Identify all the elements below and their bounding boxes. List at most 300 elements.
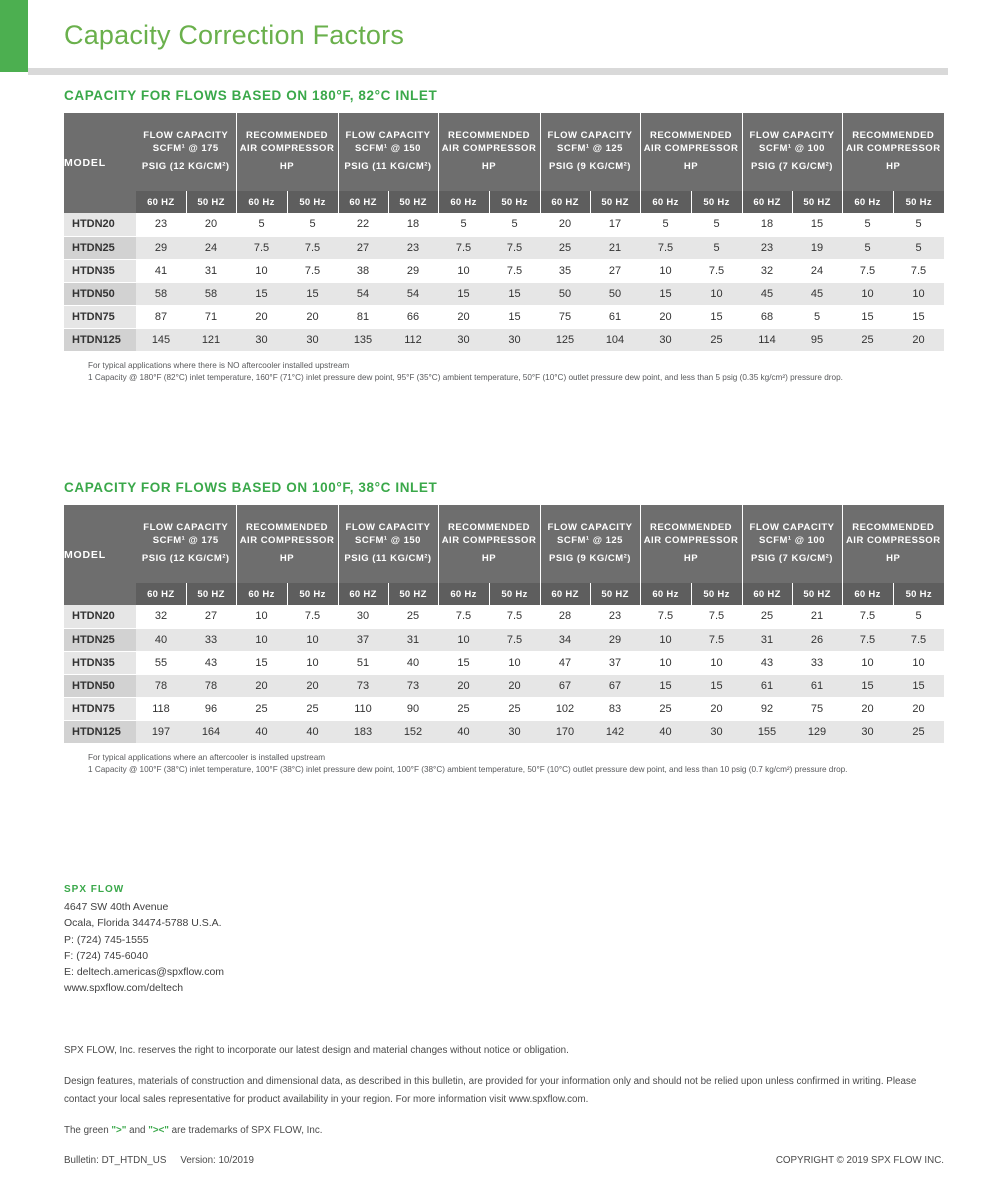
cell: 33 [186,628,236,651]
cell: 20 [540,213,590,236]
cell: 110 [338,697,388,720]
cell: 25 [842,328,893,351]
cell: 17 [590,213,640,236]
cell: 25 [640,697,691,720]
cell: 31 [742,628,792,651]
cell: 20 [287,305,338,328]
cell: 5 [489,213,540,236]
table-subheader: 60 HZ [742,583,792,605]
cell: 10 [842,282,893,305]
cell: 30 [438,328,489,351]
cell: 67 [590,674,640,697]
cell: 10 [640,259,691,282]
cell: 7.5 [691,259,742,282]
cell: 30 [236,328,287,351]
table-header-group: FLOW CAPACITY SCFM¹ @ 175 PSIG (12 KG/CM²) [136,113,236,191]
cell: 10 [236,259,287,282]
row-model: HTDN20 [64,213,136,236]
cell: 29 [136,236,186,259]
cell: 114 [742,328,792,351]
footnotes [88,360,944,385]
cell: 5 [792,305,842,328]
cell: 20 [186,213,236,236]
cell: 30 [338,605,388,628]
cell: 33 [792,651,842,674]
cell: 10 [842,651,893,674]
cell: 40 [136,628,186,651]
cell: 20 [640,305,691,328]
section-180f [64,88,944,384]
cell: 43 [742,651,792,674]
table-subheader: 60 HZ [540,583,590,605]
cell: 7.5 [640,605,691,628]
cell: 73 [338,674,388,697]
cell: 23 [590,605,640,628]
cell: 20 [691,697,742,720]
table-row [64,674,944,697]
cell: 34 [540,628,590,651]
table-subheader: 50 HZ [792,191,842,213]
cell: 7.5 [893,259,944,282]
cell: 15 [236,651,287,674]
trademark-mark-1: ">" [111,1124,127,1136]
table-header-group: FLOW CAPACITY SCFM¹ @ 125 PSIG (9 KG/CM²) [540,505,640,583]
cell: 15 [691,674,742,697]
cell: 152 [388,720,438,743]
cell: 7.5 [438,236,489,259]
cell: 75 [540,305,590,328]
table-header-group: FLOW CAPACITY SCFM¹ @ 175 PSIG (12 KG/CM²) [136,505,236,583]
cell: 5 [842,236,893,259]
cell: 26 [792,628,842,651]
trademark-post: are trademarks of SPX FLOW, Inc. [168,1124,323,1136]
cell: 5 [842,213,893,236]
cell: 5 [893,213,944,236]
company-name: SPX FLOW [64,884,125,895]
trademark-mid: and [126,1124,149,1136]
table-header-group: RECOMMENDED AIR COMPRESSOR HP [236,505,338,583]
address-line: 4647 SW 40th Avenue [64,901,169,913]
cell: 10 [640,651,691,674]
email-line[interactable]: E: deltech.americas@spxflow.com [64,966,225,979]
capacity-table-180f [64,113,944,352]
cell: 10 [287,651,338,674]
table-subheader: 50 HZ [186,191,236,213]
cell: 7.5 [287,605,338,628]
table-header-group: FLOW CAPACITY SCFM¹ @ 150 PSIG (11 KG/CM²) [338,505,438,583]
cell: 7.5 [691,605,742,628]
cell: 30 [489,720,540,743]
cell: 40 [640,720,691,743]
cell: 81 [338,305,388,328]
table-subheader: 50 HZ [388,191,438,213]
table-row [64,697,944,720]
table-header-group: RECOMMENDED AIR COMPRESSOR HP [236,113,338,191]
cell: 10 [691,651,742,674]
cell: 58 [186,282,236,305]
cell: 43 [186,651,236,674]
section-100f [64,480,944,776]
table-subheader: 50 Hz [691,583,742,605]
cell: 61 [792,674,842,697]
table-subheader: 60 HZ [136,583,186,605]
cell: 38 [338,259,388,282]
table-row [64,605,944,628]
cell: 10 [438,259,489,282]
cell: 15 [792,213,842,236]
cell: 5 [236,213,287,236]
table-row [64,628,944,651]
table-subheader: 60 Hz [438,191,489,213]
cell: 73 [388,674,438,697]
cell: 24 [186,236,236,259]
cell: 25 [388,605,438,628]
cell: 21 [792,605,842,628]
table-subheader: 50 HZ [792,583,842,605]
cell: 135 [338,328,388,351]
table-header-model: MODEL [64,505,136,605]
cell: 40 [236,720,287,743]
cell: 95 [792,328,842,351]
table-body [64,605,944,743]
table-row [64,213,944,236]
cell: 90 [388,697,438,720]
cell: 15 [691,305,742,328]
cell: 10 [893,651,944,674]
cell: 15 [287,282,338,305]
cell: 22 [338,213,388,236]
table-subheader: 60 Hz [640,583,691,605]
website-line[interactable]: www.spxflow.com/deltech [64,982,184,995]
cell: 15 [236,282,287,305]
row-model: HTDN75 [64,305,136,328]
cell: 20 [287,674,338,697]
table-header-group: FLOW CAPACITY SCFM¹ @ 150 PSIG (11 KG/CM²) [338,113,438,191]
cell: 23 [136,213,186,236]
table-header-group: RECOMMENDED AIR COMPRESSOR HP [842,505,944,583]
cell: 27 [590,259,640,282]
cell: 170 [540,720,590,743]
cell: 68 [742,305,792,328]
table-header-group: FLOW CAPACITY SCFM¹ @ 100 PSIG (7 KG/CM²) [742,113,842,191]
table-row [64,651,944,674]
cell: 129 [792,720,842,743]
cell: 155 [742,720,792,743]
cell: 145 [136,328,186,351]
cell: 7.5 [842,628,893,651]
company-block [64,884,464,997]
table-subheader: 50 HZ [186,583,236,605]
cell: 5 [691,236,742,259]
cell: 5 [438,213,489,236]
cell: 7.5 [691,628,742,651]
cell: 78 [136,674,186,697]
cell: 7.5 [287,259,338,282]
cell: 10 [640,628,691,651]
cell: 25 [893,720,944,743]
row-model: HTDN35 [64,651,136,674]
cell: 96 [186,697,236,720]
table-subheader: 50 Hz [893,191,944,213]
cell: 104 [590,328,640,351]
cell: 40 [388,651,438,674]
table-row [64,259,944,282]
legal-trademark [64,1122,944,1141]
cell: 20 [438,674,489,697]
cell: 7.5 [236,236,287,259]
cell: 58 [136,282,186,305]
table-header-model: MODEL [64,113,136,213]
cell: 28 [540,605,590,628]
footnote-line: For typical applications where there is NO aftercooler installed upstream [88,360,350,370]
legal-block [64,1042,944,1171]
cell: 27 [338,236,388,259]
cell: 32 [742,259,792,282]
company-address [64,899,464,997]
cell: 10 [236,605,287,628]
cell: 50 [590,282,640,305]
cell: 15 [489,305,540,328]
cell: 71 [186,305,236,328]
footnote-line: 1 Capacity @ 100°F (38°C) inlet temperature, 100°F (38°C) inlet pressure dew point, 100°F (38°C) ambient temperature, 50°F (10°C) outlet pressure dew point, and less than 10 psig (0.7 kg/cm²) pressure drop. [88,764,848,774]
table-header-group: FLOW CAPACITY SCFM¹ @ 125 PSIG (9 KG/CM²) [540,113,640,191]
table-subheader: 50 Hz [287,583,338,605]
trademark-mark-2: "><" [148,1124,169,1136]
cell: 40 [438,720,489,743]
cell: 20 [489,674,540,697]
legal-reserve-rights: SPX FLOW, Inc. reserves the right to incorporate our latest design and material changes without notice or obligation. [64,1045,569,1056]
table-subheader: 60 Hz [640,191,691,213]
cell: 25 [236,697,287,720]
table-subheader: 60 Hz [236,583,287,605]
cell: 75 [792,697,842,720]
bulletin-info [64,1152,254,1171]
cell: 7.5 [287,236,338,259]
table-subheader: 60 HZ [136,191,186,213]
cell: 15 [640,674,691,697]
cell: 32 [136,605,186,628]
cell: 66 [388,305,438,328]
table-row [64,282,944,305]
table-header-group: RECOMMENDED AIR COMPRESSOR HP [438,505,540,583]
cell: 10 [438,628,489,651]
row-model: HTDN20 [64,605,136,628]
cell: 47 [540,651,590,674]
bulletin-number: Bulletin: DT_HTDN_US [64,1155,167,1167]
cell: 25 [540,236,590,259]
cell: 142 [590,720,640,743]
cell: 7.5 [893,628,944,651]
cell: 10 [691,282,742,305]
cell: 183 [338,720,388,743]
cell: 20 [236,674,287,697]
cell: 15 [842,305,893,328]
table-row [64,720,944,743]
table-subheader: 60 Hz [236,191,287,213]
cell: 54 [388,282,438,305]
bulletin-row [64,1152,944,1171]
row-model: HTDN25 [64,628,136,651]
table-header-group: FLOW CAPACITY SCFM¹ @ 100 PSIG (7 KG/CM²) [742,505,842,583]
cell: 31 [186,259,236,282]
table-subheader: 60 Hz [438,583,489,605]
table-row [64,305,944,328]
table-subheader: 60 HZ [338,583,388,605]
cell: 25 [438,697,489,720]
title-divider [28,68,948,75]
footnote-line: For typical applications where an aftercooler is installed upstream [88,752,326,762]
bulletin-version: Version: 10/2019 [180,1155,254,1167]
cell: 10 [489,651,540,674]
table-subheader: 50 Hz [893,583,944,605]
cell: 31 [388,628,438,651]
table-subheader: 60 HZ [742,191,792,213]
cell: 25 [489,697,540,720]
cell: 27 [186,605,236,628]
cell: 92 [742,697,792,720]
table-subheader: 60 Hz [842,191,893,213]
cell: 51 [338,651,388,674]
table-subheader: 50 HZ [590,583,640,605]
cell: 20 [438,305,489,328]
cell: 20 [236,305,287,328]
footnotes [88,752,944,777]
row-model: HTDN50 [64,282,136,305]
cell: 67 [540,674,590,697]
cell: 30 [640,328,691,351]
cell: 15 [438,651,489,674]
cell: 25 [691,328,742,351]
address-line: Ocala, Florida 34474-5788 U.S.A. [64,917,222,930]
cell: 5 [640,213,691,236]
legal-disclaimer: Design features, materials of construction and dimensional data, as described in this bulletin, are provided for your information only and should not be relied upon unless confirmed in writing. Please contact your local sales representative for product availability in your region. For more information visit www.spxflow.com. [64,1075,917,1106]
cell: 18 [742,213,792,236]
cell: 7.5 [489,605,540,628]
row-model: HTDN125 [64,328,136,351]
table-subheader: 60 HZ [540,191,590,213]
cell: 7.5 [842,605,893,628]
table-header-group: RECOMMENDED AIR COMPRESSOR HP [640,113,742,191]
cell: 19 [792,236,842,259]
cell: 112 [388,328,438,351]
cell: 61 [742,674,792,697]
cell: 102 [540,697,590,720]
cell: 5 [893,236,944,259]
cell: 10 [893,282,944,305]
cell: 15 [438,282,489,305]
cell: 121 [186,328,236,351]
cell: 125 [540,328,590,351]
cell: 45 [792,282,842,305]
cell: 29 [388,259,438,282]
page-title: Capacity Correction Factors [64,20,405,50]
cell: 24 [792,259,842,282]
cell: 78 [186,674,236,697]
cell: 7.5 [438,605,489,628]
table-subheader: 50 HZ [590,191,640,213]
fax-line: F: (724) 745-6040 [64,949,149,962]
table-header-group: RECOMMENDED AIR COMPRESSOR HP [842,113,944,191]
cell: 15 [489,282,540,305]
cell: 20 [893,328,944,351]
cell: 5 [287,213,338,236]
table-body [64,213,944,351]
cell: 35 [540,259,590,282]
cell: 40 [287,720,338,743]
cell: 87 [136,305,186,328]
cell: 10 [287,628,338,651]
row-model: HTDN50 [64,674,136,697]
cell: 30 [287,328,338,351]
phone-line: P: (724) 745-1555 [64,933,149,946]
section-heading: CAPACITY FOR FLOWS BASED ON 180°F, 82°C INLET [64,88,438,103]
cell: 25 [742,605,792,628]
cell: 37 [338,628,388,651]
cell: 15 [893,674,944,697]
cell: 15 [640,282,691,305]
table-subheader: 60 HZ [338,191,388,213]
cell: 37 [590,651,640,674]
accent-bar [0,0,28,72]
row-model: HTDN25 [64,236,136,259]
table-subheader: 50 Hz [691,191,742,213]
cell: 30 [842,720,893,743]
table-row [64,236,944,259]
cell: 25 [287,697,338,720]
cell: 83 [590,697,640,720]
cell: 164 [186,720,236,743]
row-model: HTDN35 [64,259,136,282]
cell: 30 [691,720,742,743]
table-subheader: 50 Hz [287,191,338,213]
cell: 7.5 [842,259,893,282]
section-heading: CAPACITY FOR FLOWS BASED ON 100°F, 38°C INLET [64,480,438,495]
cell: 61 [590,305,640,328]
cell: 7.5 [489,259,540,282]
cell: 50 [540,282,590,305]
table-header-group: RECOMMENDED AIR COMPRESSOR HP [438,113,540,191]
table-subheader: 50 Hz [489,583,540,605]
row-model: HTDN75 [64,697,136,720]
cell: 20 [893,697,944,720]
cell: 20 [842,697,893,720]
cell: 15 [842,674,893,697]
cell: 30 [489,328,540,351]
table-subheader: 50 Hz [489,191,540,213]
cell: 7.5 [489,628,540,651]
cell: 5 [893,605,944,628]
cell: 10 [236,628,287,651]
cell: 118 [136,697,186,720]
row-model: HTDN125 [64,720,136,743]
cell: 45 [742,282,792,305]
table-row [64,328,944,351]
cell: 18 [388,213,438,236]
cell: 55 [136,651,186,674]
capacity-table-100f [64,505,944,744]
table-subheader: 50 HZ [388,583,438,605]
table-subheader: 60 Hz [842,583,893,605]
copyright: COPYRIGHT © 2019 SPX FLOW INC. [775,1155,944,1167]
cell: 23 [742,236,792,259]
cell: 23 [388,236,438,259]
cell: 21 [590,236,640,259]
table-header-group: RECOMMENDED AIR COMPRESSOR HP [640,505,742,583]
footnote-line: 1 Capacity @ 180°F (82°C) inlet temperature, 160°F (71°C) inlet pressure dew point, 95°F (35°C) ambient temperature, 50°F (10°C) outlet pressure dew point, and less than 5 psig (0.35 kg/cm²) pressure drop. [88,372,843,382]
cell: 5 [691,213,742,236]
cell: 29 [590,628,640,651]
cell: 7.5 [489,236,540,259]
